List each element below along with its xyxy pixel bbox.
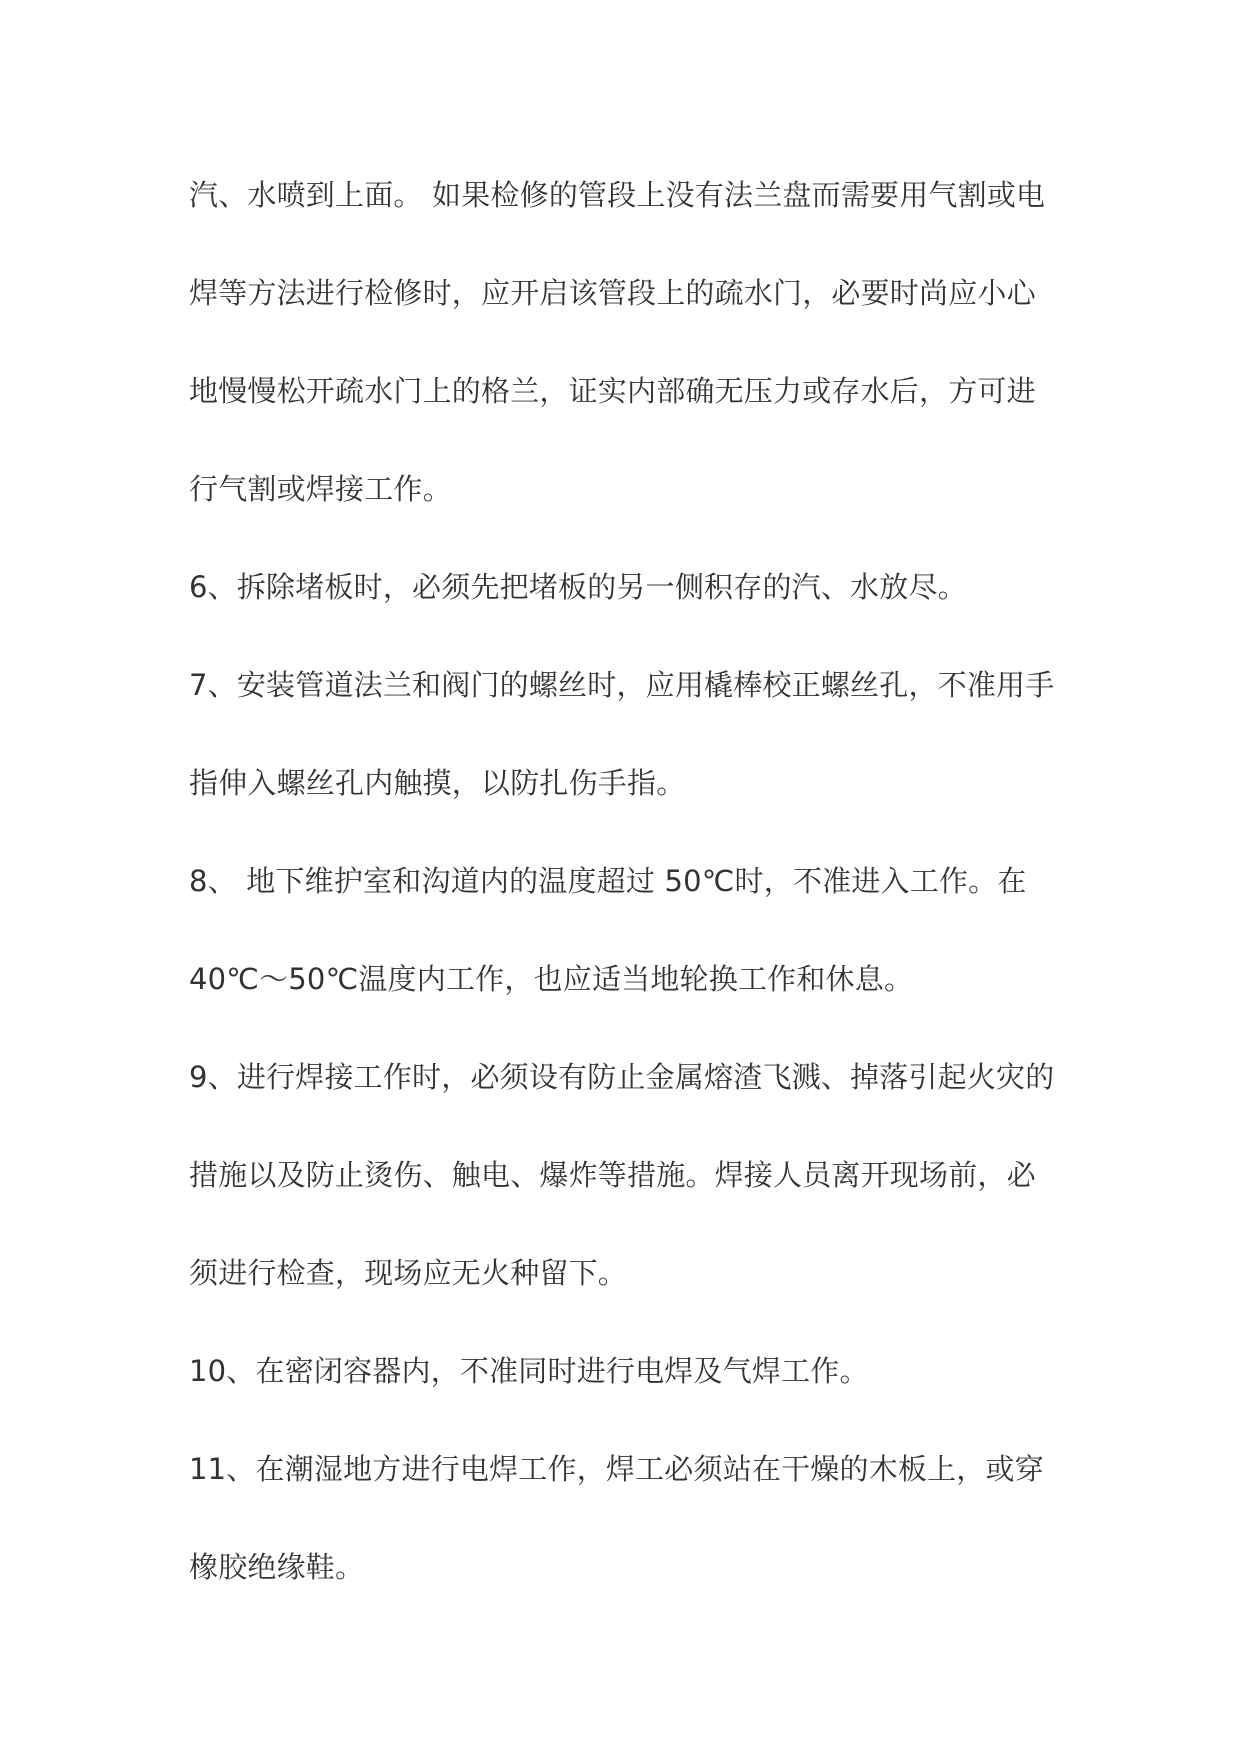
text-line-14: 11、在潮湿地方进行电焊工作，焊工必须站在干燥的木板上，或穿 [189, 1452, 1044, 1486]
text-line-13: 10、在密闭容器内，不准同时进行电焊及气焊工作。 [189, 1354, 869, 1388]
text-line-11: 措施以及防止烫伤、触电、爆炸等措施。焊接人员离开现场前，必 [189, 1158, 1036, 1192]
text-line-1: 汽、水喷到上面。 如果检修的管段上没有法兰盘而需要用气割或电 [189, 178, 1046, 212]
text-line-2: 焊等方法进行检修时，应开启该管段上的疏水门，必要时尚应小心 [189, 276, 1036, 310]
text-line-7: 指伸入螺丝孔内触摸，以防扎伤手指。 [189, 766, 686, 800]
text-line-8: 8、 地下维护室和沟道内的温度超过 50℃时，不准进入工作。在 [189, 864, 1027, 898]
text-line-10: 9、进行焊接工作时，必须设有防止金属熔渣飞溅、掉落引起火灾的 [189, 1060, 1055, 1094]
text-line-5: 6、拆除堵板时，必须先把堵板的另一侧积存的汽、水放尽。 [189, 570, 967, 604]
text-line-12: 须进行检查，现场应无火种留下。 [189, 1256, 628, 1290]
text-line-15: 橡胶绝缘鞋。 [189, 1550, 365, 1584]
text-line-9: 40℃～50℃温度内工作，也应适当地轮换工作和休息。 [189, 962, 914, 996]
text-line-6: 7、安装管道法兰和阀门的螺丝时，应用橇棒校正螺丝孔，不准用手 [189, 668, 1055, 702]
text-line-3: 地慢慢松开疏水门上的格兰，证实内部确无压力或存水后，方可进 [189, 374, 1036, 408]
text-line-4: 行气割或焊接工作。 [189, 472, 452, 506]
